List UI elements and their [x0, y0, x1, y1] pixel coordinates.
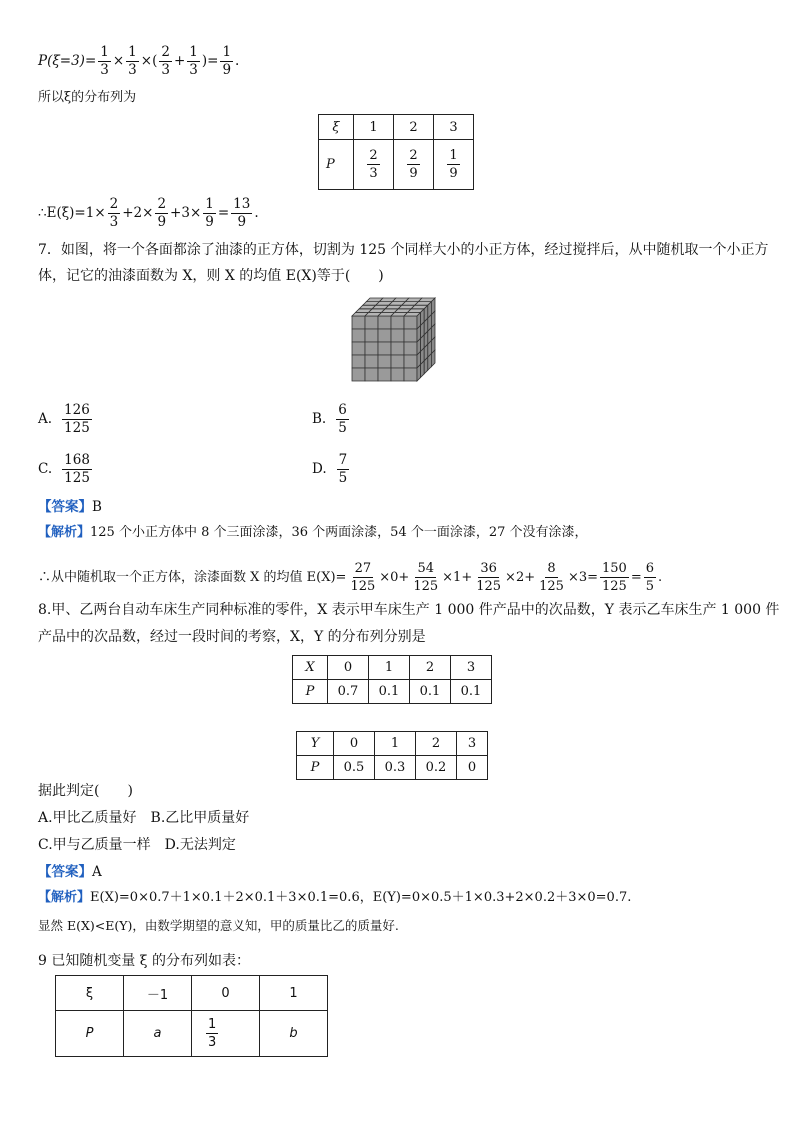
xi-distribution-table — [318, 114, 474, 190]
q9-distribution-table: ξ －1 0 1 P a $\frac{1}{3}$ b — [55, 975, 328, 1057]
q7-text-line2: 体，记它的油漆面数为 X，则 X 的均值 E(X)等于( ) — [38, 268, 384, 284]
table-header-cell: 2 — [394, 115, 434, 140]
q8-conclusion: 显然 E(X)<E(Y)，由数学期望的意义知，甲的质量比乙的质量好. — [38, 918, 399, 933]
answer-tag: 【答案】 — [38, 864, 92, 880]
q8-answer: 【答案】A — [38, 864, 102, 880]
q8-text-line2: 产品中的次品数，经过一段时间的考察，X，Y 的分布列分别是 — [38, 629, 426, 645]
answer-tag: 【答案】 — [38, 499, 92, 515]
table-header-cell: 1 — [354, 115, 394, 140]
q7-option-b: B. $\frac{6}{5}$ — [312, 402, 347, 436]
q8-analysis: 【解析】E(X)=0×0.7＋1×0.1＋2×0.1＋3×0.1=0.6，E(Y)=0×0.5＋1×0.3+2×0.2＋3×0=0.7. — [38, 890, 632, 905]
q9-text: 9 已知随机变量 ξ 的分布列如表： — [38, 953, 250, 969]
q7-formula: ∴从中随机取一个正方体，涂漆面数 X 的均值 E(X)= $\frac{27}{125}$ ×0+ $\frac{54}{125}$ ×1+ $\frac{36}{125}$ ×2+ $\frac{8}{125}$ ×3= $\frac{150}{125}$ = $\frac{6}{5}$ . — [38, 561, 663, 594]
table-cell: $\frac{1}{9}$ — [434, 140, 474, 190]
q8-options-cd: C.甲与乙质量一样 D.无法判定 — [38, 837, 236, 853]
table-header-cell: ξ — [319, 115, 354, 140]
dist-intro: 所以ξ的分布列为 — [38, 90, 137, 105]
analysis-tag: 【解析】 — [38, 890, 91, 905]
analysis-tag: 【解析】 — [38, 525, 91, 540]
cube-figure — [350, 294, 450, 394]
table-cell: $\frac{2}{9}$ — [394, 140, 434, 190]
formula-lhs: P(ξ=3)= — [38, 53, 97, 69]
fraction: $\frac{2}{3}$ — [161, 44, 170, 78]
fraction: $\frac{1}{3}$ — [189, 44, 198, 78]
table-cell: $\frac{2}{3}$ — [354, 140, 394, 190]
x-distribution-table: X 0 1 2 3 P 0.7 0.1 0.1 0.1 — [292, 655, 492, 704]
q7-answer: 【答案】B — [38, 499, 102, 515]
q7-option-c: C. $\frac{168}{125}$ — [38, 452, 90, 486]
prob-formula: P(ξ=3)= $\frac{1}{3}$ × $\frac{1}{3}$ ×( $\frac{2}{3}$ + $\frac{1}{3}$ )= $\frac{1}{9}$ . — [38, 44, 240, 78]
expectation-formula: ∴E(ξ)=1× $\frac{2}{3}$ +2× $\frac{2}{9}$ +3× $\frac{1}{9}$ = $\frac{13}{9}$ . — [38, 196, 259, 230]
q8-text-line1: 8.甲、乙两台自动车床生产同种标准的零件，X 表示甲车床生产 1 000 件产品中的次品数，Y 表示乙车床生产 1 000 件 — [38, 602, 780, 618]
q8-options-ab: A.甲比乙质量好 B.乙比甲质量好 — [38, 810, 250, 826]
q7-option-a: A. $\frac{126}{125}$ — [38, 402, 90, 436]
fraction: $\frac{1}{9}$ — [222, 44, 232, 78]
q7-text-line1: 7．如图，将一个各面都涂了油漆的正方体，切割为 125 个同样大小的小正方体，经过搅拌后，从中随机取一个小正方 — [38, 242, 769, 258]
q7-option-d: D. $\frac{7}{5}$ — [312, 452, 348, 486]
q8-judge: 据此判定( ) — [38, 783, 133, 799]
table-header-cell: 3 — [434, 115, 474, 140]
table-cell: P — [319, 140, 354, 190]
y-distribution-table: Y 0 1 2 3 P 0.5 0.3 0.2 0 — [296, 731, 488, 780]
fraction: $\frac{1}{3}$ — [128, 44, 137, 78]
q7-analysis: 【解析】125 个小正方体中 8 个三面涂漆，36 个两面涂漆，54 个一面涂漆，27 个没有涂漆， — [38, 525, 588, 540]
fraction: $\frac{1}{3}$ — [100, 44, 109, 78]
